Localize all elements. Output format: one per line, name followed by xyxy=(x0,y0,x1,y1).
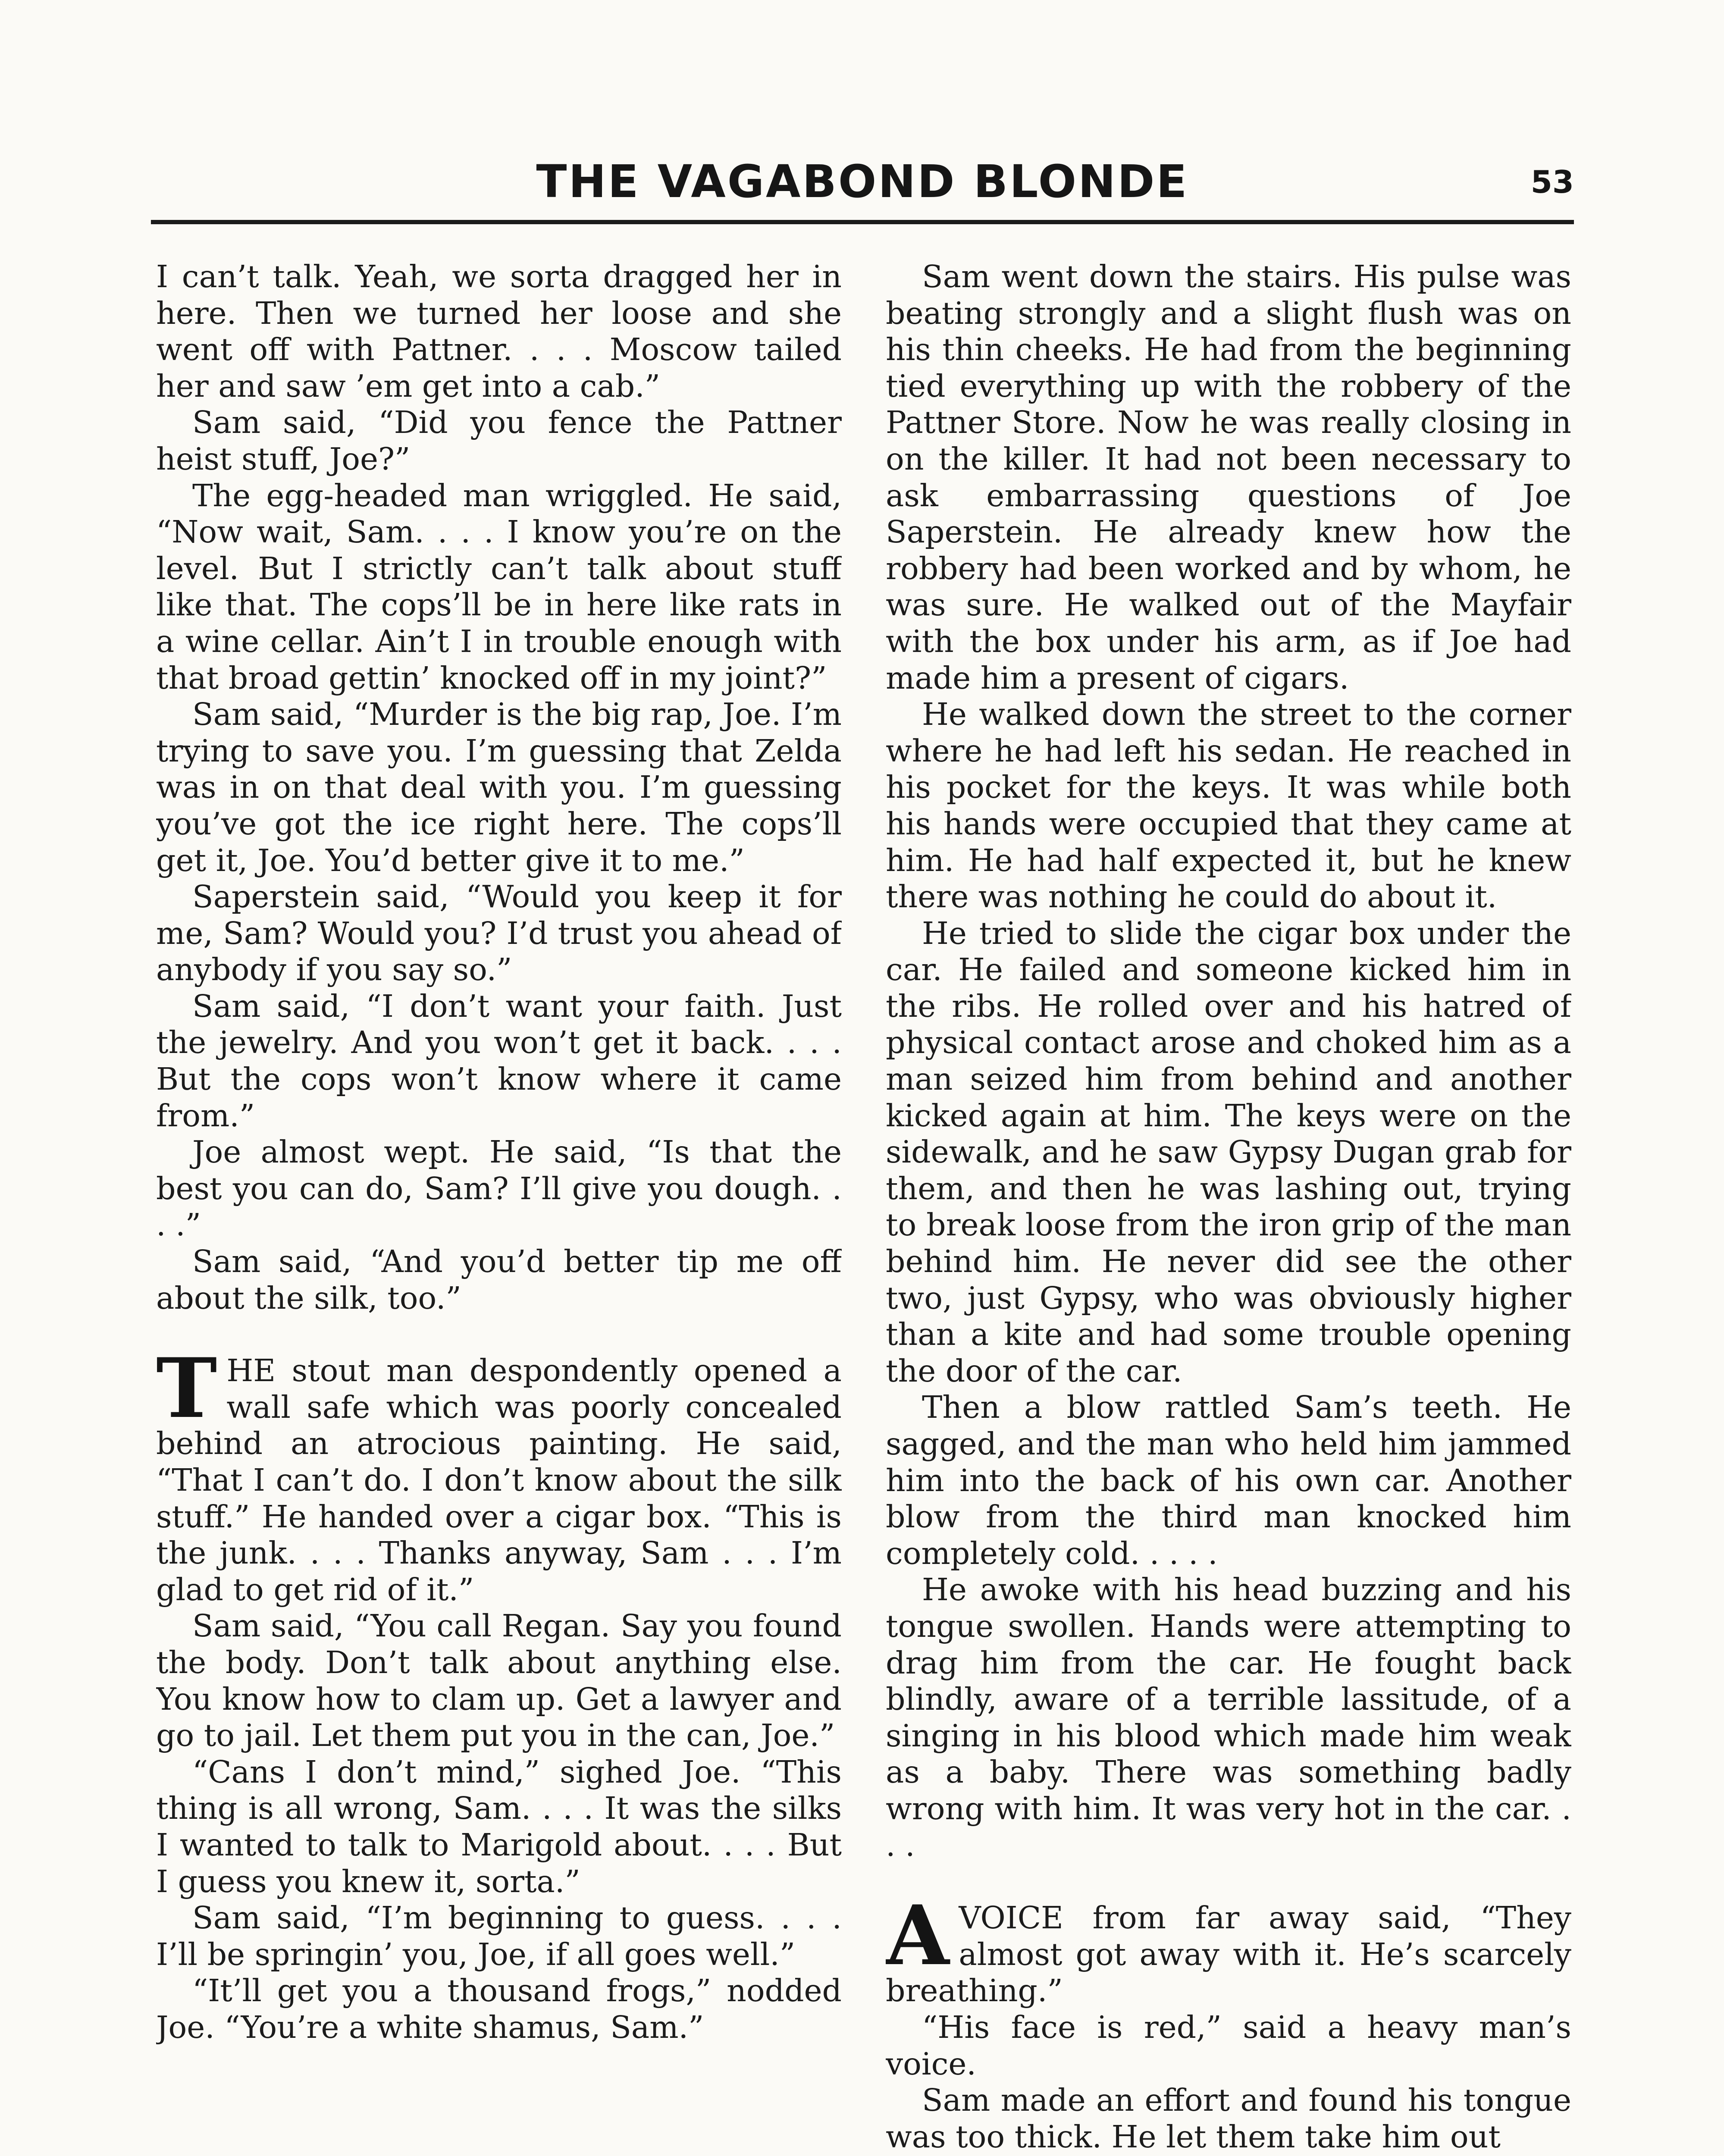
section-paragraph xyxy=(886,1887,1571,2009)
drop-cap: T xyxy=(156,1340,217,1437)
paragraph: Sam said, “I don’t want your faith. Just the jewelry. And you won’t get it back. . . . But the cops won’t know where it came from.” xyxy=(156,988,842,1134)
paragraph: He walked down the street to the corner where he had left his sedan. He reached in his pocket for the keys. It was while both his hands were occupied that they came at him. He had half expected it, but he knew there was nothing he could do about it. xyxy=(886,696,1571,915)
paragraph: “It’ll get you a thousand frogs,” nodded Joe. “You’re a white shamus, Sam.” xyxy=(156,1973,842,2045)
paragraph: “His face is red,” said a heavy man’s voice. xyxy=(886,2009,1571,2082)
paragraph: He awoke with his head buzzing and his tongue swollen. Hands were attempting to drag him from the car. He fought back blindly, aware of a terrible lassitude, of a singing in his blood which made him weak as a baby. There was something badly wrong with him. It was very hot in the car. . . . xyxy=(886,1572,1571,1863)
paragraph: The egg-headed man wriggled. He said, “Now wait, Sam. . . . I know you’re on the level. But I strictly can’t talk about stuff like that. The cops’ll be in here like rats in a wine cellar. Ain’t I in trouble enough with that broad gettin’ knocked off in my joint?” xyxy=(156,477,842,696)
running-header xyxy=(151,147,1574,216)
paragraph: Sam said, “You call Regan. Say you found the body. Don’t talk about anything else. You know how to clam up. Get a lawyer and go to jail. Let them put you in the can, Joe.” xyxy=(156,1608,842,1754)
paragraph: Then a blow rattled Sam’s teeth. He sagged, and the man who held him jammed him into the back of his own car. Another blow from the third man knocked him completely cold. . . . . xyxy=(886,1389,1571,1571)
paragraph: Sam said, “Did you fence the Pattner heist stuff, Joe?” xyxy=(156,404,842,477)
paragraph: Sam said, “And you’d better tip me off about the silk, too.” xyxy=(156,1244,842,1316)
paragraph: Sam said, “I’m beginning to guess. . . . I’ll be springin’ you, Joe, if all goes well.” xyxy=(156,1900,842,1972)
page-number: 53 xyxy=(1530,164,1574,200)
right-column xyxy=(886,259,1571,2156)
paragraph: He tried to slide the cigar box under the car. He failed and someone kicked him in the ribs. He rolled over and his hatred of physical contact arose and choked him as a man seized him from behind and another kicked again at him. The keys were on the sidewalk, and he saw Gypsy Dugan grab for them, and then he was lashing out, trying to break loose from the iron grip of the man behind him. He never did see the other two, just Gypsy, who was obviously higher than a kite and had some trouble opening the door of the car. xyxy=(886,915,1571,1389)
header-rule xyxy=(151,220,1574,224)
section-paragraph xyxy=(156,1340,842,1608)
paragraph: Sam said, “Murder is the big rap, Joe. I’m trying to save you. I’m guessing that Zelda was in on that deal with you. I’m guessing you’ve got the ice right here. The cops’ll get it, Joe. You’d better give it to me.” xyxy=(156,696,842,878)
paragraph: “Cans I don’t mind,” sighed Joe. “This thing is all wrong, Sam. . . . It was the silks I wanted to talk to Marigold about. . . . But I guess you knew it, sorta.” xyxy=(156,1754,842,1899)
paragraph: Joe almost wept. He said, “Is that the best you can do, Sam? I’ll give you dough. . . .” xyxy=(156,1134,842,1243)
paragraph: I can’t talk. Yeah, we sorta dragged her in here. Then we turned her loose and she went off with Pattner. . . . Moscow tailed her and saw ’em get into a cab.” xyxy=(156,259,842,404)
paragraph: Sam made an effort and found his tongue was too thick. He let them take him out xyxy=(886,2082,1571,2155)
paragraph: Sam went down the stairs. His pulse was beating strongly and a slight flush was on his thin cheeks. He had from the beginning tied everything up with the robbery of the Pattner Store. Now he was really closing in on the killer. It had not been necessary to ask embarrassing questions of Joe Saperstein. He already knew how the robbery had been worked and by whom, he was sure. He walked out of the Mayfair with the box under his arm, as if Joe had made him a present of cigars. xyxy=(886,259,1571,696)
paragraph: Saperstein said, “Would you keep it for me, Sam? Would you? I’d trust you ahead of anybody if you say so.” xyxy=(156,879,842,988)
section-text: VOICE from far away said, “They almost got away with it. He’s scarcely breathing.” xyxy=(886,1900,1571,2009)
left-column xyxy=(156,259,842,2156)
page-title: THE VAGABOND BLONDE xyxy=(536,155,1189,208)
section-text: HE stout man despondently opened a wall safe which was poorly concealed behind an atrocious painting. He said, “That I can’t do. I don’t know about the silk stuff.” He handed over a cigar box. “This is the junk. . . . Thanks anyway, Sam . . . I’m glad to get rid of it.” xyxy=(156,1353,842,1608)
drop-cap: A xyxy=(886,1887,950,1984)
